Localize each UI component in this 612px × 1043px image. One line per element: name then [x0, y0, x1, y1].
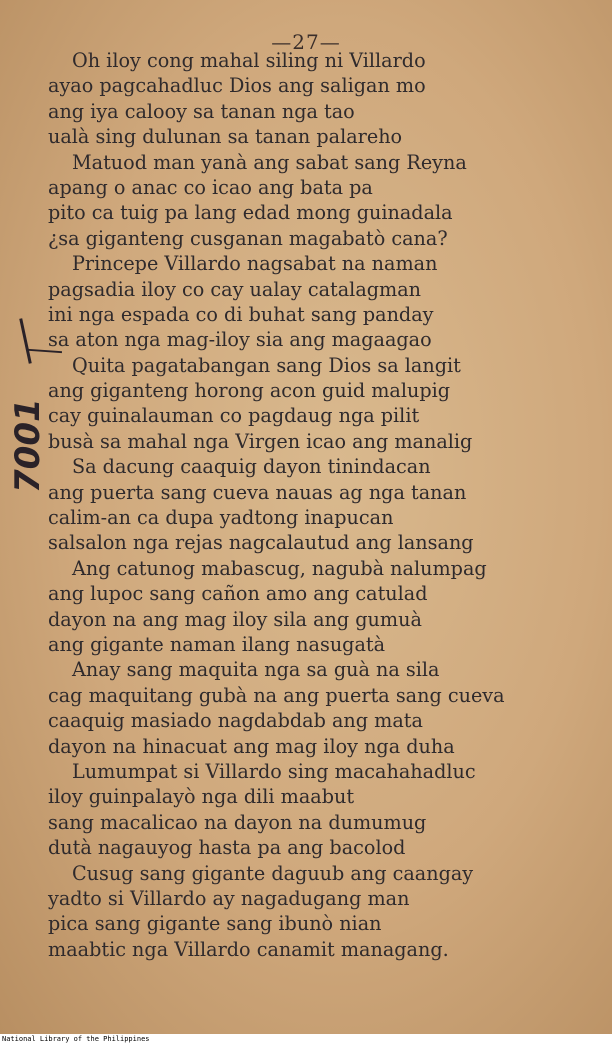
poem-line: Oh iloy cong mahal siling ni Villardo: [72, 49, 426, 72]
poem-line: ¿sa giganteng cusganan magabatò cana?: [48, 226, 448, 250]
poem-line: ang gigante naman ilang nasugatà: [48, 632, 386, 656]
poem-line: Sa dacung caaquig dayon tinindacan: [72, 455, 431, 479]
poem-line: ang puerta sang cueva nauas ag nga tanan: [48, 480, 467, 504]
poem-line: ualà sing dulunan sa tanan palareho: [48, 125, 403, 149]
page-number: —27—: [271, 30, 341, 54]
poem-text: [48, 48, 588, 962]
poem-line: sang macalicao na dayon na dumumug: [48, 810, 427, 834]
poem-line: Matuod man yanà ang sabat sang Reyna: [72, 150, 467, 174]
poem-line: Ang catunog mabascug, nagubà nalumpag: [72, 556, 487, 580]
poem-line: iloy guinpalayò nga dili maabut: [48, 785, 355, 809]
poem-line: caaquig masiado nagdabdab ang mata: [48, 709, 423, 733]
poem-line: ang giganteng horong acon guid malupig: [48, 379, 451, 403]
poem-line: ang iya calooy sa tanan nga tao: [48, 99, 355, 123]
poem-line: ang lupoc sang cañon amo ang catulad: [48, 582, 428, 606]
poem-line: pica sang gigante sang ibunò nian: [48, 912, 382, 936]
poem-line: Princepe Villardo nagsabat na naman: [72, 252, 438, 276]
poem-line: dutà nagauyog hasta pa ang bacolod: [48, 836, 406, 860]
poem-line: ayao pagcahadluc Dios ang saligan mo: [48, 74, 426, 98]
footer-credit: National Library of the Philippines: [2, 1035, 150, 1043]
poem-line: dayon na hinacuat ang mag iloy nga duha: [48, 734, 455, 758]
poem-line: cag maquitang gubà na ang puerta sang cueva: [48, 683, 505, 707]
poem-line: calim-an ca dupa yadtong inapucan: [48, 506, 394, 530]
poem-line: salsalon nga rejas nagcalautud ang lansang: [48, 531, 474, 555]
poem-line: pito ca tuig pa lang edad mong guinadala: [48, 201, 453, 225]
poem-line: pagsadia iloy co cay ualay catalagman: [48, 277, 422, 301]
poem-line: ini nga espada co di buhat sang panday: [48, 302, 434, 326]
poem-line: dayon na ang mag iloy sila ang gumuà: [48, 607, 422, 631]
poem-line: yadto si Villardo ay nagadugang man: [48, 886, 410, 910]
poem-line: Cusug sang gigante daguub ang caangay: [72, 861, 474, 885]
poem-line: cay guinalauman co pagdaug nga pilit: [48, 404, 420, 428]
poem-line: Quita pagatabangan sang Dios sa langit: [72, 353, 461, 377]
poem-line: Lumumpat si Villardo sing macahahadluc: [72, 759, 476, 783]
poem-line: sa aton nga mag-iloy sia ang magaagao: [48, 328, 432, 352]
poem-line: Anay sang maquita nga sa guà na sila: [72, 658, 440, 682]
poem-line: maabtic nga Villardo canamit managang.: [48, 937, 449, 961]
poem-line: busà sa mahal nga Virgen icao ang manalig: [48, 429, 473, 453]
poem-line: apang o anac co icao ang bata pa: [48, 175, 373, 199]
margin-handwritten-note: [6, 315, 46, 495]
margin-note-text: 7001: [8, 398, 48, 493]
